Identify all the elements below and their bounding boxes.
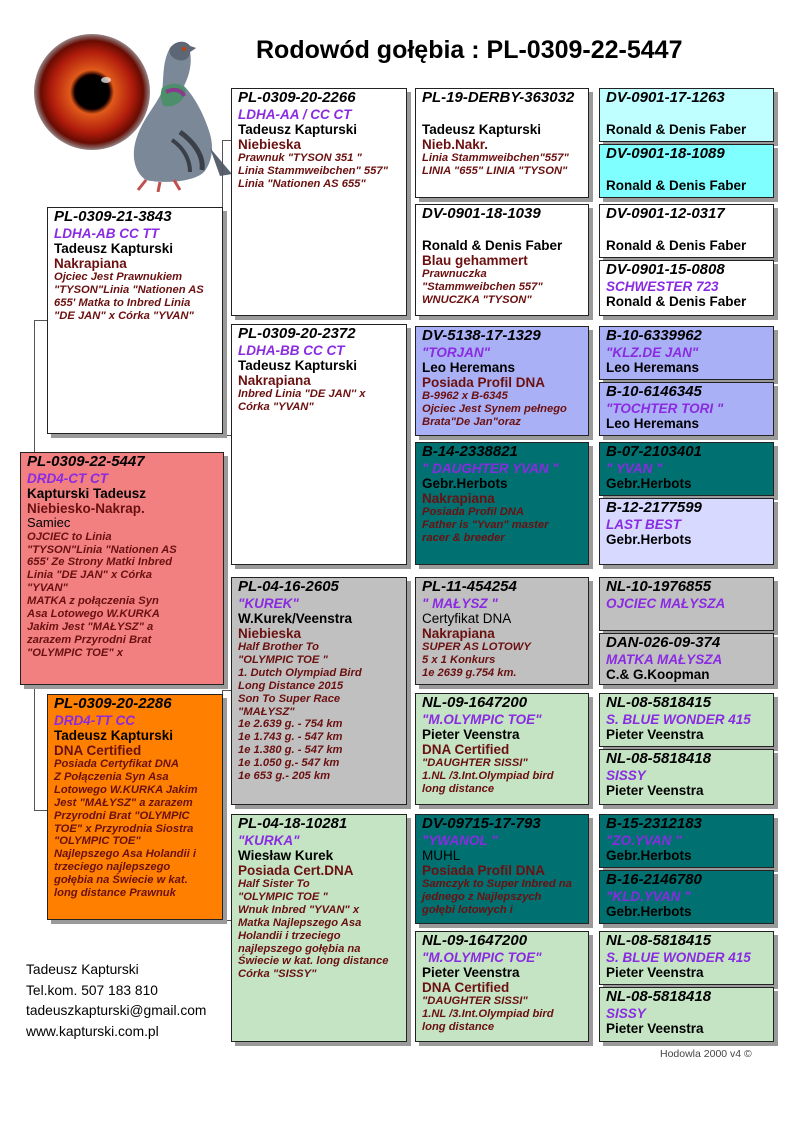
gen4-card xyxy=(415,204,589,316)
bird-color: DNA Certified xyxy=(422,980,510,996)
dna-code: SCHWESTER 723 xyxy=(606,278,719,294)
ring-number: B-16-2146780 xyxy=(606,871,702,888)
owner-name: Tadeusz Kapturski xyxy=(54,240,174,256)
owner-name: Leo Heremans xyxy=(606,359,700,375)
gen4-card xyxy=(415,577,589,685)
bird-notes: Samczyk to Super Inbred na jednego z Najlepszych gołębi lotowych i xyxy=(422,878,572,916)
dam-card xyxy=(47,694,223,920)
footer-note: Hodowla 2000 v4 © xyxy=(660,1048,752,1060)
contact-info xyxy=(26,960,206,1042)
bird-color: Blau gehammert xyxy=(422,252,528,268)
ring-number: B-10-6146345 xyxy=(606,383,702,400)
gen5-card xyxy=(599,749,774,805)
gen5-card xyxy=(599,987,774,1042)
bird-color: Niebieska xyxy=(238,626,302,642)
logo xyxy=(34,22,234,192)
connector-line xyxy=(410,145,411,260)
bird-color: Niebiesko-Nakrap. xyxy=(27,501,145,517)
dna-code: "KLZ.DE JAN" xyxy=(606,344,699,360)
gen5-card xyxy=(599,204,774,258)
ring-number: PL-0309-21-3843 xyxy=(54,208,172,225)
gen5-card xyxy=(599,814,774,868)
dna-code: "KLD.YVAN " xyxy=(606,888,691,904)
gen4-card xyxy=(415,931,589,1042)
dna-code: LDHA-AB CC TT xyxy=(54,225,159,241)
bird-notes: "DAUGHTER SISSI" 1.NL /3.Int.Olympiad bird long distance xyxy=(422,995,554,1033)
owner-name: Pieter Veenstra xyxy=(606,726,704,742)
dna-code: "M.OLYMPIC TOE" xyxy=(422,949,542,965)
gen5-card xyxy=(599,382,774,436)
ring-number: B-10-6339962 xyxy=(606,327,702,344)
contact-phone: Tel.kom. 507 183 810 xyxy=(26,982,158,998)
dna-code: " YVAN " xyxy=(606,460,663,476)
dna-code: OJCIEC MAŁYSZA xyxy=(606,595,726,611)
owner-name: Pieter Veenstra xyxy=(422,964,520,980)
owner-name: Gebr.Herbots xyxy=(606,903,692,919)
gen4-card xyxy=(415,88,589,198)
bird-color: Posiada Profil DNA xyxy=(422,863,546,879)
owner-name: MUHL xyxy=(422,847,461,863)
bird-color: Nakrapiana xyxy=(422,626,495,642)
owner-name: Pieter Veenstra xyxy=(606,782,704,798)
bird-color: Niebieska xyxy=(238,137,302,153)
owner-name: Ronald & Denis Faber xyxy=(422,237,563,253)
owner-name: Gebr.Herbots xyxy=(606,847,692,863)
dna-code: MATKA MAŁYSZA xyxy=(606,651,723,667)
connector-line xyxy=(592,465,593,525)
ring-number: NL-09-1647200 xyxy=(422,932,528,949)
gen5-card xyxy=(599,633,774,685)
dna-code xyxy=(606,163,769,178)
ring-number: NL-08-5818415 xyxy=(606,932,712,949)
connector-line xyxy=(222,435,231,436)
dna-code: S. BLUE WONDER 415 xyxy=(606,711,751,727)
connector-line xyxy=(34,320,48,321)
owner-name: Ronald & Denis Faber xyxy=(606,237,747,253)
gen4-card xyxy=(415,326,589,436)
ring-number: DV-0901-18-1089 xyxy=(606,145,725,162)
bird-notes: "DAUGHTER SISSI" 1.NL /3.Int.Olympiad bird long distance xyxy=(422,757,554,795)
bird-color: Nieb.Nakr. xyxy=(422,136,489,152)
bird-notes: SUPER AS LOTOWY 5 x 1 Konkurs 1e 2639 g.754 km. xyxy=(422,641,531,679)
gen4-card xyxy=(415,442,589,565)
connector-line xyxy=(592,120,593,175)
bird-notes: Ojciec Jest Prawnukiem "TYSON"Linia "Nationen AS 655' Matka to Inbred Linia "DE JAN" x Córka "YVAN" xyxy=(54,271,204,322)
connector-line xyxy=(592,235,593,290)
bird-color: Posiada Cert.DNA xyxy=(238,863,354,879)
ring-number: PL-0309-20-2372 xyxy=(238,325,356,342)
bird-color: Nakrapiana xyxy=(238,373,311,389)
owner-name: Certyfikat DNA xyxy=(422,610,512,626)
ring-number: NL-08-5818415 xyxy=(606,694,712,711)
page-title: Rodowód gołębia : PL-0309-22-5447 xyxy=(256,36,683,64)
bird-color: DNA Certified xyxy=(422,742,510,758)
dna-code: "KURKA" xyxy=(238,832,300,848)
ring-number: PL-04-16-2605 xyxy=(238,578,339,595)
bird-notes: Posiada Certyfikat DNA Z Połączenia Syn Asa Lotowego W.KURKA Jakim Jest "MAŁYSZ" a zarazem Przyrodni Brat "OLYMPIC TOE" x Przyrodnia Siostra "OLYMPIC TOE" Najlepszego Asa Holandii i trzeciego najlepszego gołębia na Świecie w kat. long distance Prawnuk xyxy=(54,758,198,899)
owner-name: Tadeusz Kapturski xyxy=(238,357,358,373)
ring-number: PL-0309-20-2266 xyxy=(238,89,356,106)
dna-code: "M.OLYMPIC TOE" xyxy=(422,711,542,727)
connector-line xyxy=(222,920,231,921)
gen5-card xyxy=(599,693,774,747)
gen5-card xyxy=(599,577,774,631)
connector-line xyxy=(34,685,35,810)
ring-number: NL-08-5818418 xyxy=(606,750,712,767)
ring-number: DV-0901-18-1039 xyxy=(422,205,541,222)
gen4-card xyxy=(415,693,589,805)
bird-notes: OJCIEC to Linia "TYSON"Linia "Nationen AS 655' Ze Strony Matki Inbred Linia "DE JAN" x Córka "YVAN" MATKA z połączenia Syn Asa Lotowego W.KURKA Jakim Jest "MAŁYSZ" a zarazem Przyrodni Brat "OLYMPIC TOE" x xyxy=(27,530,177,659)
bird-color: Posiada Profil DNA xyxy=(422,375,546,391)
bird-notes: Prawnuczka "Stammweibchen 557" WNUCZKA "TYSON" xyxy=(422,268,543,306)
bird-notes: Inbred Linia "DE JAN'' x Córka "YVAN" xyxy=(238,388,366,413)
granddam-dam-side-card xyxy=(231,814,407,1042)
ring-number: B-07-2103401 xyxy=(606,443,702,460)
owner-name: W.Kurek/Veenstra xyxy=(238,610,353,626)
ring-number: NL-09-1647200 xyxy=(422,694,528,711)
gen5-card xyxy=(599,931,774,985)
dna-code: "TORJAN" xyxy=(422,344,491,360)
bird-sex: Samiec xyxy=(27,515,71,531)
connector-line xyxy=(410,870,411,980)
connector-line xyxy=(34,810,48,811)
owner-name: Tadeusz Kapturski xyxy=(422,121,542,137)
owner-name: Tadeusz Kapturski xyxy=(54,727,174,743)
dna-code: DRD4-TT CC xyxy=(54,712,135,728)
ring-number: PL-0309-20-2286 xyxy=(54,695,172,712)
ring-number: PL-04-18-10281 xyxy=(238,815,348,832)
owner-name: Pieter Veenstra xyxy=(606,964,704,980)
ring-number: DV-5138-17-1329 xyxy=(422,327,541,344)
contact-website[interactable]: www.kapturski.com.pl xyxy=(26,1023,159,1039)
ring-number: DV-0901-12-0317 xyxy=(606,205,725,222)
bird-notes: B-9962 x B-6345 Ojciec Jest Synem pełnego Brata"De Jan"oraz xyxy=(422,390,567,428)
ring-number: PL-0309-22-5447 xyxy=(27,453,145,470)
grandsire-sire-side-card xyxy=(231,88,407,316)
owner-name: Ronald & Denis Faber xyxy=(606,177,747,193)
gen5-card xyxy=(599,870,774,924)
owner-name: Ronald & Denis Faber xyxy=(606,293,747,309)
main-bird-card xyxy=(20,452,224,685)
connector-line xyxy=(34,320,35,453)
dna-code: LDHA-AA / CC CT xyxy=(238,106,352,122)
ring-number: PL-19-DERBY-363032 xyxy=(422,89,575,106)
ring-number: B-14-2338821 xyxy=(422,443,518,460)
dna-code: S. BLUE WONDER 415 xyxy=(606,949,751,965)
ring-number: DV-0901-15-0808 xyxy=(606,261,725,278)
owner-name: C.& G.Koopman xyxy=(606,666,710,682)
gen5-card xyxy=(599,88,774,142)
gen5-card xyxy=(599,144,774,198)
dna-code: LAST BEST xyxy=(606,516,682,532)
gen4-card xyxy=(415,814,589,924)
owner-name: Wiesław Kurek xyxy=(238,847,334,863)
sire-card xyxy=(47,207,223,434)
ring-number: DV-09715-17-793 xyxy=(422,815,541,832)
dna-code: "ZO.YVAN " xyxy=(606,832,682,848)
dna-code xyxy=(606,107,769,122)
dna-code: "KUREK" xyxy=(238,595,299,611)
contact-name: Tadeusz Kapturski xyxy=(26,962,139,977)
connector-line xyxy=(592,840,593,900)
connector-line xyxy=(592,605,593,665)
bird-notes: Linia Stammweibchen"557" LINIA "655" LINIA "TYSON" xyxy=(422,152,569,177)
dna-code: SISSY xyxy=(606,1005,646,1021)
connector-line xyxy=(410,375,411,495)
ring-number: PL-11-454254 xyxy=(422,578,517,595)
dna-code: "YWANOL " xyxy=(422,832,498,848)
pigeon-eye-logo-icon xyxy=(34,22,234,192)
ring-number: NL-08-5818418 xyxy=(606,988,712,1005)
bird-color: Nakrapiana xyxy=(54,256,127,272)
connector-line xyxy=(592,955,593,1015)
connector-line xyxy=(222,140,231,141)
bird-color: DNA Certified xyxy=(54,743,142,759)
ring-number: DV-0901-17-1263 xyxy=(606,89,725,106)
ring-number: NL-10-1976855 xyxy=(606,578,712,595)
connector-line xyxy=(592,720,593,780)
bird-notes: Prawnuk "TYSON 351 " Linia Stammweibchen" 557" Linia "Nationen AS 655" xyxy=(238,152,388,190)
dna-code: "TOCHTER TORI " xyxy=(606,400,724,416)
owner-name: Ronald & Denis Faber xyxy=(606,121,747,137)
owner-name: Gebr.Herbots xyxy=(606,475,692,491)
gen5-card xyxy=(599,442,774,496)
gen5-card xyxy=(599,498,774,565)
owner-name: Leo Heremans xyxy=(422,359,516,375)
gen5-card xyxy=(599,260,774,316)
bird-color: Nakrapiana xyxy=(422,491,495,507)
connector-line xyxy=(222,690,231,691)
owner-name: Pieter Veenstra xyxy=(606,1020,704,1036)
dna-code xyxy=(606,223,769,238)
dna-code: DRD4-CT CT xyxy=(27,470,108,486)
ring-number: B-15-2312183 xyxy=(606,815,702,832)
owner-name: Gebr.Herbots xyxy=(606,531,692,547)
dna-code: SISSY xyxy=(606,767,646,783)
ring-number: DAN-026-09-374 xyxy=(606,634,721,651)
dna-code: LDHA-BB CC CT xyxy=(238,342,345,358)
owner-name: Pieter Veenstra xyxy=(422,726,520,742)
dna-code: " MAŁYSZ " xyxy=(422,595,498,611)
owner-name: Tadeusz Kapturski xyxy=(238,121,358,137)
grandsire-dam-side-card xyxy=(231,577,407,805)
ring-number: B-12-2177599 xyxy=(606,499,702,516)
owner-name: Kapturski Tadeusz xyxy=(27,485,147,501)
connector-line xyxy=(592,355,593,410)
bird-notes: Posiada Profil DNA Father is "Yvan" master racer & breeder xyxy=(422,506,549,544)
bird-notes: Half Sister To "OLYMPIC TOE " Wnuk Inbred "YVAN" x Matka Najlepszego Asa Holandii i trzeciego najlepszego gołębia na Świecie w kat. long distance Córka "SISSY" xyxy=(238,878,389,981)
granddam-sire-side-card xyxy=(231,324,407,565)
bird-notes: Half Brother To "OLYMPIC TOE " 1. Dutch Olympiad Bird Long Distance 2015 Son To Super Race "MAŁYSZ" 1e 2.639 g. - 754 km 1e 1.743 g. - 547 km 1e 1.380 g. - 547 km 1e 1.050 g.- 547 km 1e 653 g.- 205 km xyxy=(238,641,362,782)
owner-name: Leo Heremans xyxy=(606,415,700,431)
dna-code: " DAUGHTER YVAN " xyxy=(422,460,559,476)
owner-name: Gebr.Herbots xyxy=(422,475,508,491)
gen5-card xyxy=(599,326,774,380)
connector-line xyxy=(410,630,411,750)
contact-email[interactable]: tadeuszkapturski@gmail.com xyxy=(26,1003,207,1018)
